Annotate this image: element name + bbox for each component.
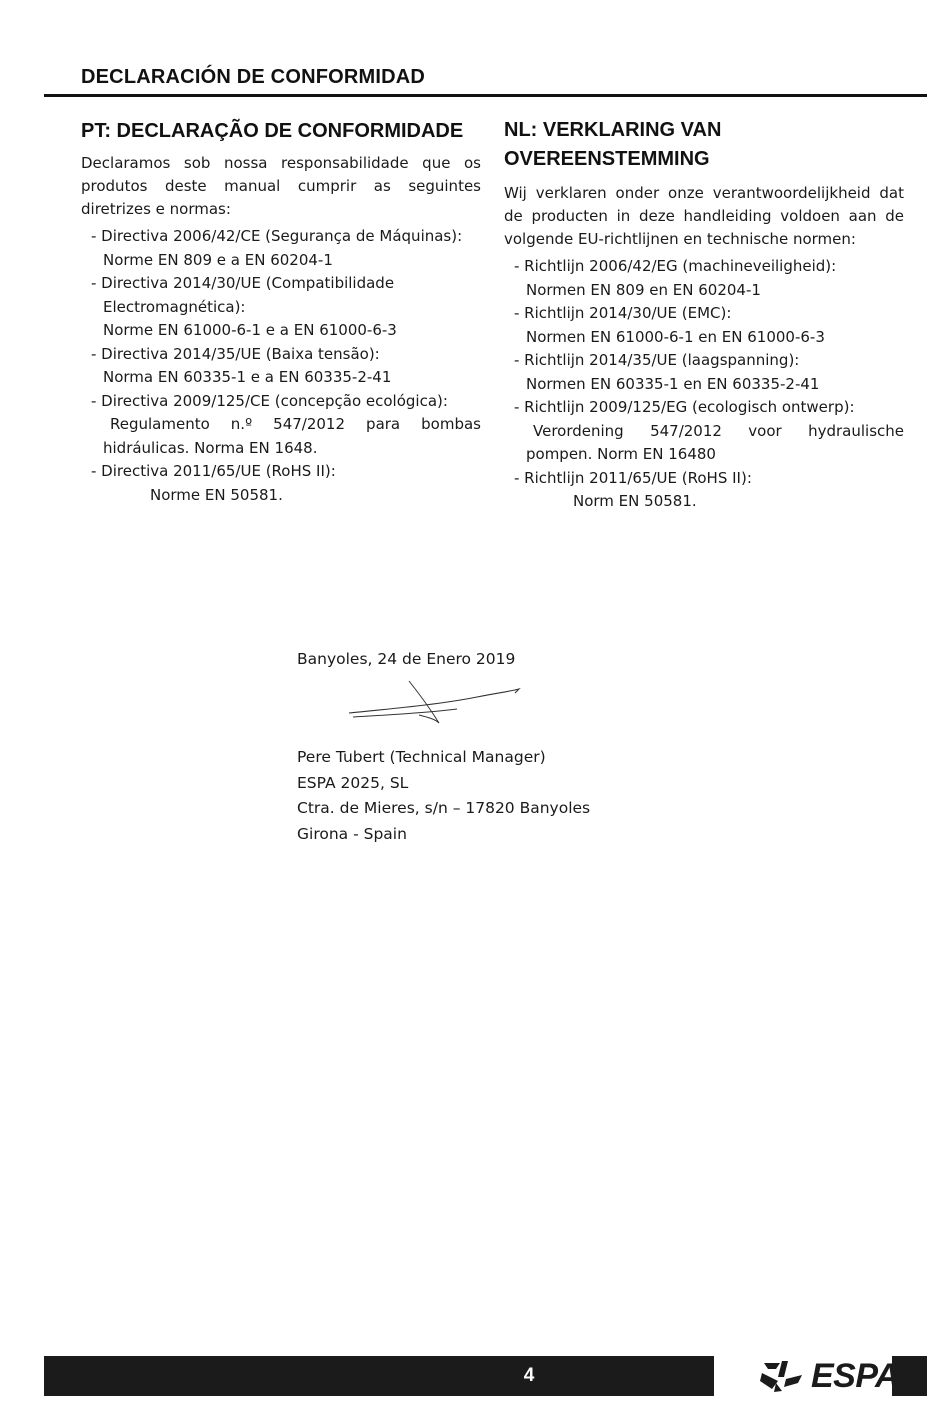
espa-logo-text: ESPA [811,1357,900,1395]
directive-title: - Richtlijn 2014/35/UE (laagspanning): [514,351,800,369]
directive-norm: Normen EN 60335-1 en EN 60335-2-41 [526,374,820,393]
directive-norm: Norma EN 60335-1 e a EN 60335-2-41 [103,368,392,386]
company-region: Girona - Spain [297,824,407,843]
page-number: 4 [523,1365,535,1386]
list-item [81,390,481,461]
directive-title: - Richtlijn 2006/42/EG (machineveiligheid): [514,257,837,275]
espa-logo [714,1356,900,1396]
directive-norm: Norm EN 50581. [573,492,697,510]
directive-title-continued: Electromagnética): [103,297,246,316]
nl-declaration-column [504,116,904,514]
directive-norm: Norme EN 50581. [150,485,283,504]
directive-norm: Normen EN 61000-6-1 en EN 61000-6-3 [526,327,825,346]
footer-bar [44,1356,927,1396]
nl-intro: Wij verklaren onder onze verantwoordelijkheid dat de producten in deze handleiding voldoen aan de volgende EU-richtlijnen en technische normen: [504,184,904,248]
directive-title: - Directiva 2011/65/UE (RoHS II): [91,462,336,480]
directive-norm: Regulamento n.º 547/2012 para bombas hidráulicas. Norma EN 1648. [103,415,481,457]
directive-title: - Directiva 2014/35/UE (Baixa tensão): [91,344,380,363]
list-item [504,255,904,302]
list-item [81,272,481,343]
signer-name: Pere Tubert (Technical Manager) [297,748,546,766]
signer-details [297,745,697,847]
list-item [504,467,904,514]
company-name: ESPA 2025, SL [297,773,409,792]
place-date: Banyoles, 24 de Enero 2019 [297,650,516,668]
page-section-title: DECLARACIÓN DE CONFORMIDAD [81,66,426,88]
directive-title: - Richtlijn 2009/125/EG (ecologisch ontwerp): [514,398,855,416]
directive-title: - Richtlijn 2014/30/UE (EMC): [514,304,732,322]
nl-directive-list [504,255,904,514]
directive-norm: Verordening 547/2012 voor hydraulische pompen. Norm EN 16480 [526,421,904,463]
company-address: Ctra. de Mieres, s/n – 17820 Banyoles [297,799,591,817]
pt-intro: Declaramos sob nossa responsabilidade que os produtos deste manual cumprir as seguintes diretrizes e normas: [81,154,481,218]
pt-directive-list [81,225,481,507]
directive-title: - Directiva 2009/125/CE (concepção ecológica): [91,391,448,410]
pt-heading: PT: DECLARAÇÃO DE CONFORMIDADE [81,120,464,142]
list-item [81,225,481,272]
pt-declaration-column [81,116,481,507]
header-divider [44,94,927,97]
directive-norm: Normen EN 809 en EN 60204-1 [526,280,761,299]
directive-norm: Norme EN 809 e a EN 60204-1 [103,250,333,269]
directive-title: - Richtlijn 2011/65/UE (RoHS II): [514,468,752,487]
nl-heading [504,116,904,174]
list-item [81,460,481,507]
signature-block [297,647,697,847]
directive-title: - Directiva 2006/42/CE (Segurança de Máquinas): [91,227,463,245]
nl-heading-line-1: NL: VERKLARING VAN [504,119,722,141]
directive-norm: Norme EN 61000-6-1 e a EN 61000-6-3 [103,321,397,339]
espa-swirl-icon [758,1359,808,1393]
list-item [504,396,904,467]
handwritten-signature [347,679,527,727]
list-item [81,343,481,390]
list-item [504,302,904,349]
directive-title: - Directiva 2014/30/UE (Compatibilidade [91,274,395,292]
list-item [504,349,904,396]
nl-heading-line-2: OVEREENSTEMMING [504,148,710,170]
